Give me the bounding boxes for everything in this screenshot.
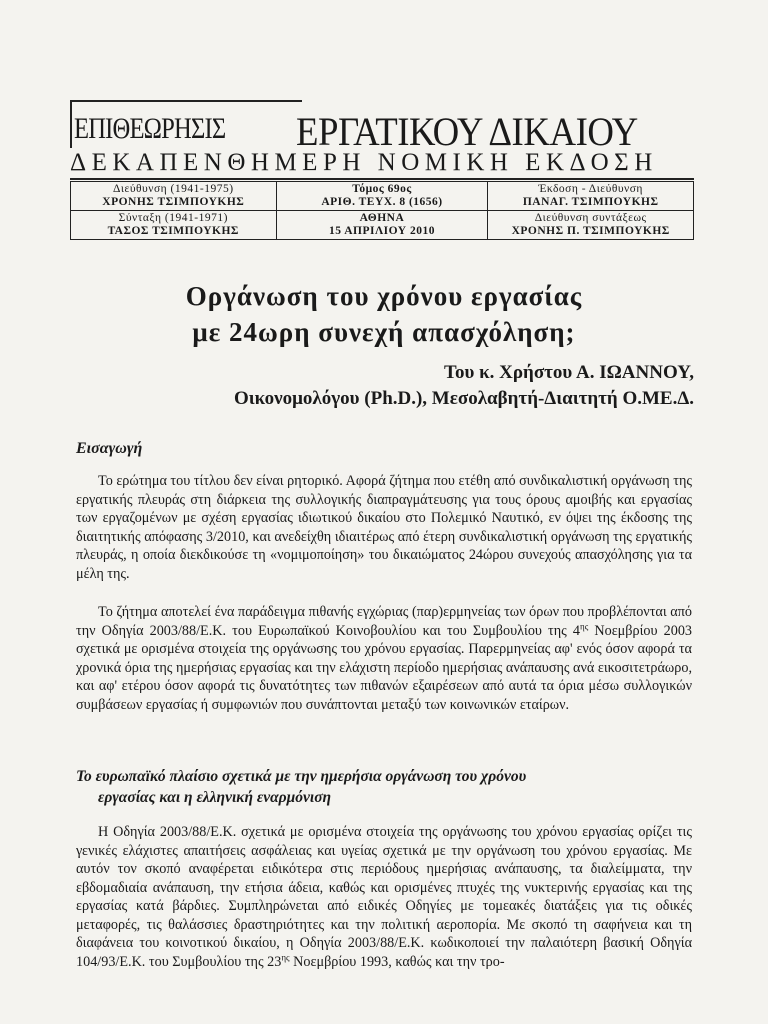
masthead-right-title: ΕΡΓΑΤΙΚΟΥ ΔΙΚΑΙΟΥ bbox=[296, 109, 638, 154]
section-heading-eu-framework: Το ευρωπαϊκό πλαίσιο σχετικά με την ημερήσια οργάνωση του χρόνου εργασίας και η ελληνική εναρμόνιση bbox=[76, 768, 527, 806]
info-cell-editing-past: Σύνταξη (1941-1971) ΤΑΣΟΣ ΤΣΙΜΠΟΥΚΗΣ bbox=[71, 211, 277, 240]
info-cell-publisher: Έκδοση - Διεύθυνση ΠΑΝΑΓ. ΤΣΙΜΠΟΥΚΗΣ bbox=[488, 182, 694, 211]
author-title: Οικονομολόγου (Ph.D.), Μεσολαβητή-Διαιτητή Ο.ΜΕ.Δ. bbox=[234, 388, 694, 409]
info-cell-direction-past: Διεύθυνση (1941-1975) ΧΡΟΝΗΣ ΤΣΙΜΠΟΥΚΗΣ bbox=[71, 182, 277, 211]
masthead bbox=[70, 100, 694, 176]
paragraph-1: Το ερώτημα του τίτλου δεν είναι ρητορικό. Αφορά ζήτημα που ετέθη από συνδικαλιστική οργάνωση της εργατικής πλευράς στη διάρκεια της συλλογικής διαπραγμάτευσης για τους όρους αμοιβής και εργασίας των εργαζομένων με σχέση εργασίας ιδιωτικού δικαίου στο Πολεμικό Ναυτικό, εν όψει της έκδοσης της διαιτητικής απόφασης 3/2010, και ανεδείχθη ιδιαιτέρως από έτερη συνδικαλιστική οργάνωση της εργατικής πλευράς, η οποία διεκδικούσε τη «νομιμοποίηση» του δικαιώματος 24ώρου συνεχούς απασχόλησης για τα μέλη της. bbox=[76, 473, 692, 582]
info-cell-volume: Τόμος 69ος ΑΡΙΘ. ΤΕΥΧ. 8 (1656) bbox=[276, 182, 488, 211]
publication-info-table bbox=[70, 181, 694, 240]
article-title: Οργάνωση του χρόνου εργασίας με 24ωρη συνεχή απασχόληση; bbox=[185, 281, 583, 347]
paragraph-3: Η Οδηγία 2003/88/Ε.Κ. σχετικά με ορισμένα στοιχεία της οργάνωσης του χρόνου εργασίας ορίζει τις γενικές ελάχιστες απαιτήσεις ασφάλειας και υγείας σχετικά με την οργάνωση του χρόνου εργασίας. Με αυτόν τον σκοπό αναφέρεται ειδικότερα στις περιόδους ημερήσιας ανάπαυσης, τα διαλείμματα, την εβδομαδιαία ανάπαυση, την ετήσια άδεια, καθώς και ορισμένες πτυχές της νυκτερινής εργασίας και της εργασίας κατά βάρδιες. Συμπληρώνεται από ειδικές Οδηγίες με τομεακές διατάξεις για τις οδικές μεταφορές, τις θαλάσσιες δραστηριότητες και την πολιτική αεροπορία. Με σκοπό τη σαφήνεια και τη διαφάνεια του κοινοτικού δικαίου, η Οδηγία 2003/88/Ε.Κ. κωδικοποιεί την παλαιότερη βασική Οδηγία 104/93/Ε.Κ. του Συμβουλίου της $23^{\eta\varsigma}$ Νοεμβρίου 1993, καθώς και την τρο- bbox=[76, 824, 692, 970]
section-heading-intro: Εισαγωγή bbox=[76, 440, 143, 457]
masthead-left-title: ΕΠΙΘΕΩΡΗΣΙΣ bbox=[74, 112, 226, 145]
masthead-title-row bbox=[70, 100, 694, 154]
paragraph-2: Το ζήτημα αποτελεί ένα παράδειγμα πιθανής εγχώριας (παρ)ερμηνείας των όρων που προβλέπονται από την Οδηγία 2003/88/Ε.Κ. του Ευρωπαϊκού Κοινοβουλίου και του Συμβουλίου της $4^{\eta\varsigma}$ Νοεμβρίου 2003 σχετικά με ορισμένα στοιχεία της οργάνωσης του χρόνου εργασίας. Παρερμηνείας αφ' ενός όσον αφορά τα χρονικά όρια της ημερήσιας εργασίας και την ελάχιστη περίοδο ημερήσιας ανάπαυσης ανά εικοσιτετράωρο, και αφ' ετέρου όσον αφορά τις δυνατότητες των πιθανών εξαιρέσεων από αυτά τα όρια μέσω συλλογικών συμβάσεων εργασίας ή συμφωνιών που συνάπτονται μεταξύ των κοινωνικών εταίρων. bbox=[76, 604, 693, 713]
author-name: Του κ. Χρήστου Α. ΙΩΑΝΝΟΥ, bbox=[444, 362, 694, 383]
info-cell-date: ΑΘΗΝΑ 15 ΑΠΡΙΛΙΟΥ 2010 bbox=[276, 211, 488, 240]
masthead-subtitle: ΔΕΚΑΠΕΝΘΗΜΕΡΗ ΝΟΜΙΚΗ ΕΚΔΟΣΗ bbox=[70, 150, 694, 180]
info-cell-editor: Διεύθυνση συντάξεως ΧΡΟΝΗΣ Π. ΤΣΙΜΠΟΥΚΗΣ bbox=[488, 211, 694, 240]
